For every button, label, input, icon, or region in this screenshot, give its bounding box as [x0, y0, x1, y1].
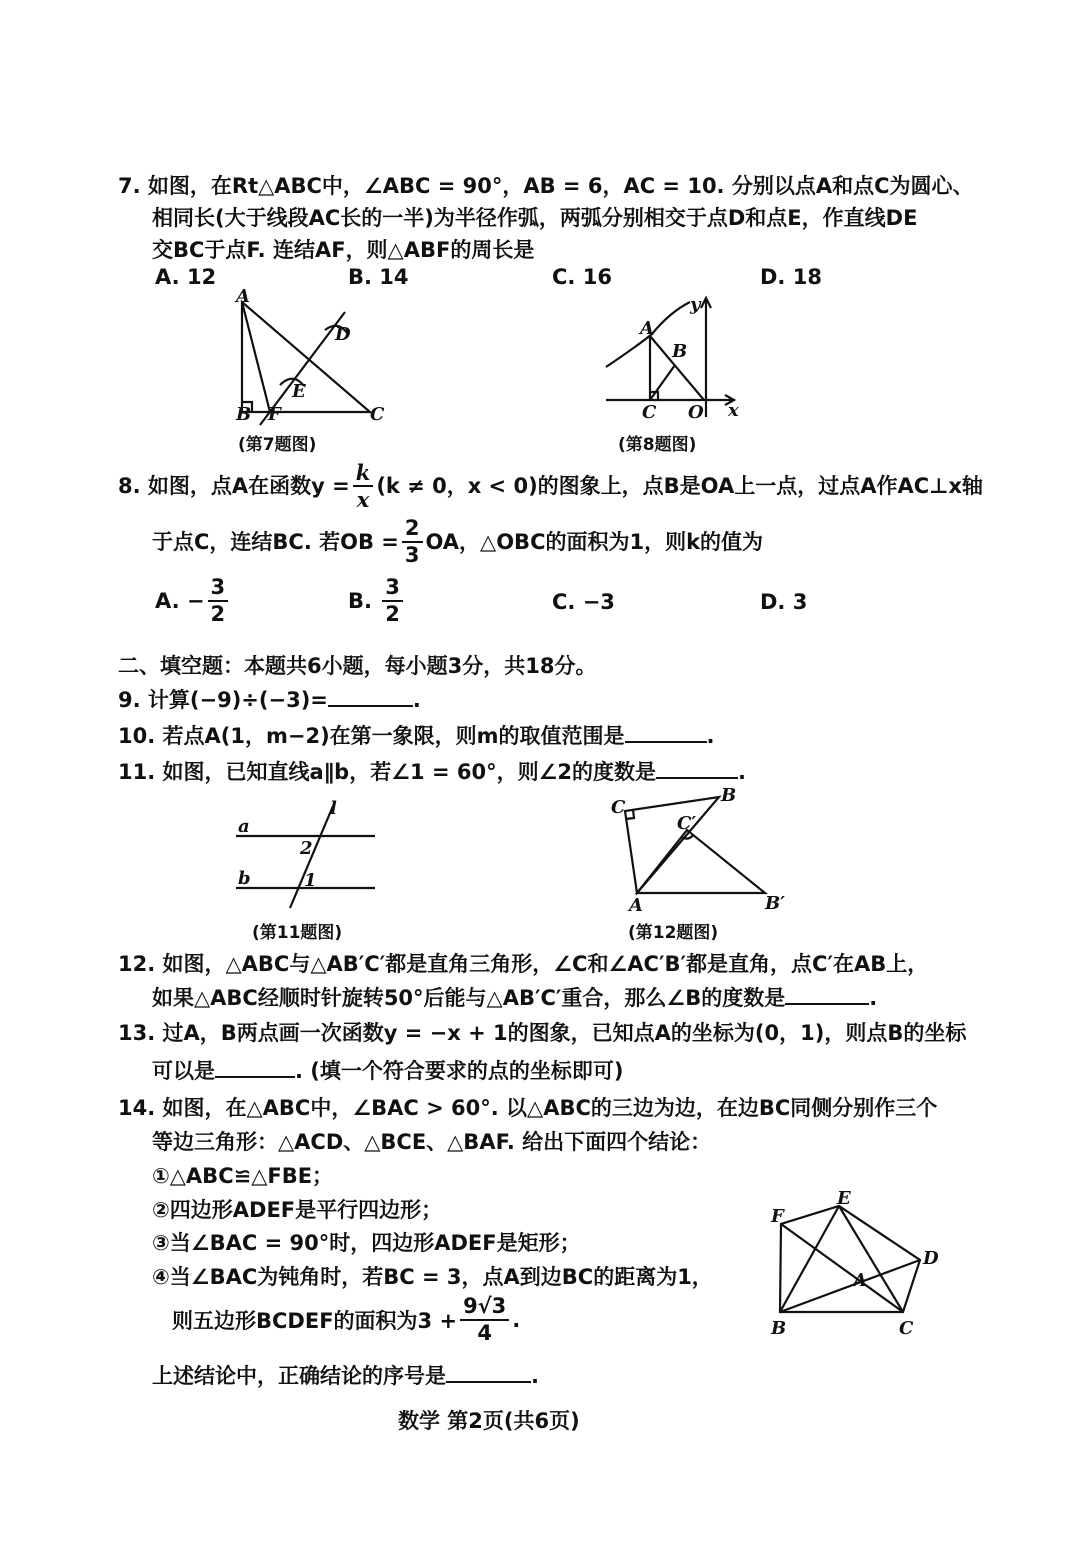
fig12-triangle-ab2c2 — [637, 830, 765, 893]
fig11-caption: (第11题图) — [252, 923, 343, 943]
fig7-label-c: C — [370, 404, 385, 425]
q7-option-b: B. 14 — [348, 265, 409, 289]
fig8-label-c: C — [642, 402, 657, 423]
fig14-label-d: D — [923, 1248, 939, 1269]
fig11-label-l: l — [330, 798, 337, 819]
fig12-label-b: B — [721, 785, 737, 806]
q9: 9. 计算(−9)÷(−3)= . — [118, 688, 421, 712]
fig11-label-2: 2 — [300, 838, 313, 859]
q14-conclusion-1: ①△ABC≌△FBE； — [152, 1164, 334, 1188]
fig8-label-a: A — [640, 318, 654, 339]
fig12-label-c: C — [611, 797, 626, 818]
fig7-label-b: B — [236, 404, 252, 425]
q8-line2: 于点C，连结BC. 若OB = $\frac{2}{3}$ OA，△OBC的面积为1，则k的值为 — [152, 516, 764, 567]
q8-option-a: A. − $\frac{3}{2}$ — [155, 577, 231, 625]
fig8-label-o: O — [688, 402, 704, 423]
fig12-label-a: A — [629, 895, 643, 916]
q8-option-b: B. $\frac{3}{2}$ — [348, 577, 406, 625]
q12-line2: 如果△ABC经顺时针旋转50°后能与△AB′C′重合，那么∠B的度数是 . — [152, 986, 878, 1010]
q11: 11. 如图，已知直线a∥b，若∠1 = 60°，则∠2的度数是 . — [118, 760, 747, 784]
fig14-pentagon — [780, 1206, 920, 1312]
fig12-label-c2: C′ — [677, 813, 697, 834]
q14-conclusion-3: ③当∠BAC = 90°时，四边形ADEF是矩形； — [152, 1231, 581, 1255]
fig11-label-a: a — [238, 816, 250, 837]
fig12-caption: (第12题图) — [628, 923, 719, 943]
figure-8 — [600, 292, 750, 422]
fig7-segment-af — [242, 302, 270, 412]
q14-conclusion-4b: 则五边形BCDEF的面积为3 + $\frac{9√3}{4}$ . — [172, 1294, 521, 1345]
fig14-segment-ce — [839, 1206, 903, 1312]
figure-12 — [605, 785, 795, 916]
fig14-label-e: E — [837, 1188, 851, 1209]
fig7-label-a: A — [236, 286, 250, 307]
q13-line2: 可以是 . (填一个符合要求的点的坐标即可) — [152, 1059, 624, 1083]
q7-option-a: A. 12 — [155, 265, 217, 289]
fig14-label-b: B — [771, 1318, 787, 1339]
q14-conclusion-4: ④当∠BAC为钝角时，若BC = 3，点A到边BC的距离为1， — [152, 1265, 713, 1289]
fig12-label-b2: B′ — [765, 893, 785, 914]
fig8-label-y: y — [690, 294, 701, 315]
fig8-label-x: x — [728, 400, 739, 421]
fig11-label-b: b — [238, 868, 251, 889]
q14-last-line: 上述结论中，正确结论的序号是 . — [152, 1364, 539, 1388]
fig7-label-e: E — [292, 381, 306, 402]
q7-line3: 交BC于点F. 连结AF，则△ABF的周长是 — [152, 238, 535, 262]
fig7-label-d: D — [335, 324, 351, 345]
q8-option-d: D. 3 — [760, 590, 808, 614]
fig8-label-b: B — [672, 341, 688, 362]
q7-line1: 7. 如图，在Rt△ABC中，∠ABC = 90°，AB = 6，AC = 10. 分别以点A和点C为圆心、 — [118, 174, 974, 198]
q14-line1: 14. 如图，在△ABC中，∠BAC > 60°. 以△ABC的三边为边，在边BC同侧分别作三个 — [118, 1096, 938, 1120]
q7-line2: 相同长(大于线段AC长的一半)为半径作弧，两弧分别相交于点D和点E，作直线DE — [152, 206, 918, 230]
fig7-caption: (第7题图) — [238, 435, 317, 455]
figure-14 — [765, 1190, 950, 1340]
q8-line1: 8. 如图，点A在函数y = $\frac{k}{x}$ (k ≠ 0，x < 0)的图象上，点B是OA上一点，过点A作AC⊥x轴 — [118, 460, 983, 512]
fig14-label-f: F — [771, 1206, 784, 1227]
fig14-label-c: C — [899, 1318, 914, 1339]
q7-option-d: D. 18 — [760, 265, 822, 289]
q12-line1: 12. 如图，△ABC与△AB′C′都是直角三角形，∠C和∠AC′B′都是直角，点C′在AB上， — [118, 952, 929, 976]
page-footer: 数学 第2页(共6页) — [398, 1409, 580, 1433]
section-2-heading: 二、填空题：本题共6小题，每小题3分，共18分。 — [118, 654, 597, 678]
figure-11 — [230, 800, 390, 910]
figure-7 — [200, 286, 400, 430]
q8-option-c: C. −3 — [552, 590, 615, 614]
fig11-label-1: 1 — [304, 870, 317, 891]
q10: 10. 若点A(1，m−2)在第一象限，则m的取值范围是 . — [118, 724, 715, 748]
q14-conclusion-2: ②四边形ADEF是平行四边形； — [152, 1198, 443, 1222]
q13-line1: 13. 过A，B两点画一次函数y = −x + 1的图象，已知点A的坐标为(0，1)，则点B的坐标 — [118, 1021, 967, 1045]
fig8-segment-bc — [650, 365, 675, 400]
fig7-triangle — [242, 302, 370, 412]
fig7-label-f: F — [268, 404, 281, 425]
fig8-caption: (第8题图) — [618, 435, 697, 455]
fig14-label-a: A — [853, 1270, 867, 1291]
q7-option-c: C. 16 — [552, 265, 612, 289]
q14-line2: 等边三角形：△ACD、△BCE、△BAF. 给出下面四个结论： — [152, 1130, 712, 1154]
